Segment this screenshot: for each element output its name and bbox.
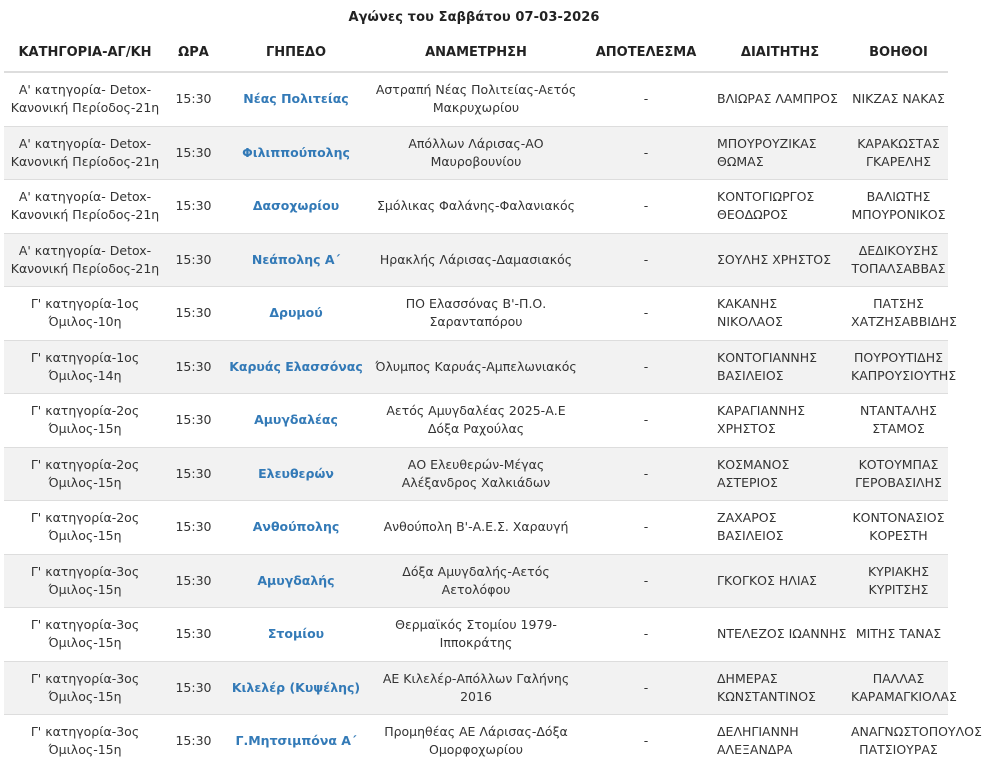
time-cell: 15:30 (166, 126, 221, 180)
match-cell: Σμόλικας Φαλάνης-Φαλανιακός (371, 180, 581, 234)
assistants-cell: ΠΟΥΡΟΥΤΙΔΗΣ ΚΑΠΡΟΥΣΙΟΥΤΗΣ (849, 340, 948, 394)
referee-cell: ΔΗΜΕΡΑΣ ΚΩΝΣΤΑΝΤΙΝΟΣ (711, 661, 849, 715)
stadium-cell (221, 394, 371, 448)
stadium-link[interactable]: Στομίου (267, 626, 325, 642)
stadium-cell (221, 608, 371, 662)
assistants-cell: ΝΤΑΝΤΑΛΗΣ ΣΤΑΜΟΣ (849, 394, 948, 448)
time-cell: 15:30 (166, 554, 221, 608)
time-cell: 15:30 (166, 447, 221, 501)
category-cell: Γ' κατηγορία-3ος Όμιλος-15η (4, 608, 166, 662)
time-cell: 15:30 (166, 501, 221, 555)
stadium-link[interactable]: Καρυάς Ελασσόνας (229, 358, 363, 374)
result-cell: - (581, 287, 711, 341)
referee-cell: ΝΤΕΛΕΖΟΣ ΙΩΑΝΝΗΣ (711, 608, 849, 662)
table-row (4, 447, 948, 501)
matches-table (4, 33, 982, 768)
match-cell: ΠΟ Ελασσόνας Β'-Π.Ο. Σαρανταπόρου (371, 287, 581, 341)
referee-cell: ΒΛΙΩΡΑΣ ΛΑΜΠΡΟΣ (711, 72, 849, 126)
category-cell: Α' κατηγορία- Detox-Κανονική Περίοδος-21η (4, 180, 166, 234)
stadium-link[interactable]: Νεάπολης Α΄ (251, 251, 341, 267)
result-cell: - (581, 661, 711, 715)
result-cell: - (581, 608, 711, 662)
referee-cell: ΚΟΣΜΑΝΟΣ ΑΣΤΕΡΙΟΣ (711, 447, 849, 501)
table-row (4, 126, 948, 180)
time-cell: 15:30 (166, 715, 221, 768)
match-cell: ΑΟ Ελευθερών-Μέγας Αλέξανδρος Χαλκιάδων (371, 447, 581, 501)
time-cell: 15:30 (166, 608, 221, 662)
stadium-cell (221, 554, 371, 608)
result-cell: - (581, 394, 711, 448)
stadium-link[interactable]: Γ.Μητσιμπόνα Α΄ (235, 733, 357, 749)
column-header-referee: ΔΙΑΙΤΗΤΗΣ (711, 33, 849, 72)
assistants-cell: ΔΕΔΙΚΟΥΣΗΣ ΤΟΠΑΛΣΑΒΒΑΣ (849, 233, 948, 287)
time-cell: 15:30 (166, 287, 221, 341)
referee-cell: ΚΑΚΑΝΗΣ ΝΙΚΟΛΑΟΣ (711, 287, 849, 341)
match-cell: Όλυμπος Καρυάς-Αμπελωνιακός (371, 340, 581, 394)
category-cell: Γ' κατηγορία-2ος Όμιλος-15η (4, 501, 166, 555)
result-cell: - (581, 554, 711, 608)
result-cell: - (581, 233, 711, 287)
stadium-link[interactable]: Ελευθερών (258, 465, 334, 481)
table-row (4, 661, 948, 715)
column-header-match: ΑΝΑΜΕΤΡΗΣΗ (371, 33, 581, 72)
match-cell: ΑΕ Κιλελέρ-Απόλλων Γαλήνης 2016 (371, 661, 581, 715)
table-row (4, 394, 948, 448)
table-header-row (4, 33, 948, 72)
column-header-stadium: ΓΗΠΕΔΟ (221, 33, 371, 72)
assistants-cell: ΜΙΤΗΣ ΤΑΝΑΣ (849, 608, 948, 662)
stadium-cell (221, 287, 371, 341)
time-cell: 15:30 (166, 233, 221, 287)
result-cell: - (581, 340, 711, 394)
assistants-cell: ΠΑΤΣΗΣ ΧΑΤΖΗΣΑΒΒΙΔΗΣ (849, 287, 948, 341)
stadium-link[interactable]: Νέας Πολιτείας (243, 91, 349, 107)
result-cell: - (581, 447, 711, 501)
assistants-cell: ΚΥΡΙΑΚΗΣ ΚΥΡΙΤΣΗΣ (849, 554, 948, 608)
page-title: Αγώνες του Σαββάτου 07-03-2026 (348, 10, 600, 25)
referee-cell: ΖΑΧΑΡΟΣ ΒΑΣΙΛΕΙΟΣ (711, 501, 849, 555)
stadium-link[interactable]: Αμυγδαλέας (254, 412, 338, 428)
table-row (4, 287, 948, 341)
table-row (4, 340, 948, 394)
category-cell: Α' κατηγορία- Detox-Κανονική Περίοδος-21η (4, 72, 166, 126)
result-cell: - (581, 72, 711, 126)
time-cell: 15:30 (166, 340, 221, 394)
table-row (4, 715, 948, 768)
table-row (4, 233, 948, 287)
assistants-cell: ΚΟΤΟΥΜΠΑΣ ΓΕΡΟΒΑΣΙΛΗΣ (849, 447, 948, 501)
result-cell: - (581, 715, 711, 768)
match-cell: Ανθούπολη Β'-Α.Ε.Σ. Χαραυγή (371, 501, 581, 555)
category-cell: Α' κατηγορία- Detox-Κανονική Περίοδος-21η (4, 126, 166, 180)
assistants-cell: ΚΑΡΑΚΩΣΤΑΣ ΓΚΑΡΕΛΗΣ (849, 126, 948, 180)
referee-cell: ΚΟΝΤΟΓΙΩΡΓΟΣ ΘΕΟΔΩΡΟΣ (711, 180, 849, 234)
match-cell: Προμηθέας ΑΕ Λάρισας-Δόξα Ομορφοχωρίου (371, 715, 581, 768)
category-cell: Γ' κατηγορία-3ος Όμιλος-15η (4, 554, 166, 608)
assistants-cell: ΒΑΛΙΩΤΗΣ ΜΠΟΥΡΟΝΙΚΟΣ (849, 180, 948, 234)
category-cell: Α' κατηγορία- Detox-Κανονική Περίοδος-21η (4, 233, 166, 287)
column-header-time: ΩΡΑ (166, 33, 221, 72)
stadium-cell (221, 447, 371, 501)
result-cell: - (581, 501, 711, 555)
referee-cell: ΓΚΟΓΚΟΣ ΗΛΙΑΣ (711, 554, 849, 608)
result-cell: - (581, 126, 711, 180)
match-cell: Θερμαϊκός Στομίου 1979-Ιπποκράτης (371, 608, 581, 662)
stadium-cell (221, 72, 371, 126)
time-cell: 15:30 (166, 180, 221, 234)
match-cell: Ηρακλής Λάρισας-Δαμασιακός (371, 233, 581, 287)
referee-cell: ΚΑΡΑΓΙΑΝΝΗΣ ΧΡΗΣΤΟΣ (711, 394, 849, 448)
column-header-category: ΚΑΤΗΓΟΡΙΑ-ΑΓ/ΚΗ (4, 33, 166, 72)
stadium-cell (221, 340, 371, 394)
category-cell: Γ' κατηγορία-2ος Όμιλος-15η (4, 447, 166, 501)
match-cell: Απόλλων Λάρισας-ΑΟ Μαυροβουνίου (371, 126, 581, 180)
table-row (4, 608, 948, 662)
time-cell: 15:30 (166, 661, 221, 715)
match-cell: Δόξα Αμυγδαλής-Αετός Αετολόφου (371, 554, 581, 608)
stadium-link[interactable]: Κιλελέρ (Κυψέλης) (231, 679, 361, 695)
result-cell: - (581, 180, 711, 234)
match-cell: Αετός Αμυγδαλέας 2025-Α.Ε Δόξα Ραχούλας (371, 394, 581, 448)
assistants-cell: ΝΙΚΖΑΣ ΝΑΚΑΣ (849, 72, 948, 126)
stadium-cell (221, 126, 371, 180)
category-cell: Γ' κατηγορία-1ος Όμιλος-10η (4, 287, 166, 341)
stadium-link[interactable]: Δασοχωρίου (252, 198, 340, 214)
assistants-cell: ΠΑΛΛΑΣ ΚΑΡΑΜΑΓΚΙΟΛΑΣ (849, 661, 948, 715)
referee-cell: ΚΟΝΤΟΓΙΑΝΝΗΣ ΒΑΣΙΛΕΙΟΣ (711, 340, 849, 394)
table-row (4, 501, 948, 555)
stadium-link[interactable]: Δρυμού (269, 305, 323, 321)
time-cell: 15:30 (166, 394, 221, 448)
time-cell: 15:30 (166, 72, 221, 126)
stadium-cell (221, 233, 371, 287)
column-header-assistants: ΒΟΗΘΟΙ (849, 33, 948, 72)
category-cell: Γ' κατηγορία-2ος Όμιλος-15η (4, 394, 166, 448)
category-cell: Γ' κατηγορία-1ος Όμιλος-14η (4, 340, 166, 394)
category-cell: Γ' κατηγορία-3ος Όμιλος-15η (4, 715, 166, 768)
stadium-link[interactable]: Ανθούπολης (252, 519, 340, 535)
category-cell: Γ' κατηγορία-3ος Όμιλος-15η (4, 661, 166, 715)
matches-table-body (4, 72, 982, 768)
assistants-cell: ΚΟΝΤΟΝΑΣΙΟΣ ΚΟΡΕΣΤΗ (849, 501, 948, 555)
assistants-cell: ΑΝΑΓΝΩΣΤΟΠΟΥΛΟΣ ΠΑΤΣΙΟΥΡΑΣ (849, 715, 948, 768)
table-row (4, 554, 948, 608)
stadium-link[interactable]: Φιλιππούπολης (242, 144, 350, 160)
stadium-cell (221, 501, 371, 555)
stadium-cell (221, 180, 371, 234)
referee-cell: ΜΠΟΥΡΟΥΖΙΚΑΣ ΘΩΜΑΣ (711, 126, 849, 180)
stadium-link[interactable]: Αμυγδαλής (257, 572, 335, 588)
stadium-cell (221, 715, 371, 768)
match-cell: Αστραπή Νέας Πολιτείας-Αετός Μακρυχωρίου (371, 72, 581, 126)
stadium-cell (221, 661, 371, 715)
referee-cell: ΣΟΥΛΗΣ ΧΡΗΣΤΟΣ (711, 233, 849, 287)
table-row (4, 72, 948, 126)
referee-cell: ΔΕΛΗΓΙΑΝΝΗ ΑΛΕΞΑΝΔΡΑ (711, 715, 849, 768)
column-header-result: ΑΠΟΤΕΛΕΣΜΑ (581, 33, 711, 72)
table-row (4, 180, 948, 234)
